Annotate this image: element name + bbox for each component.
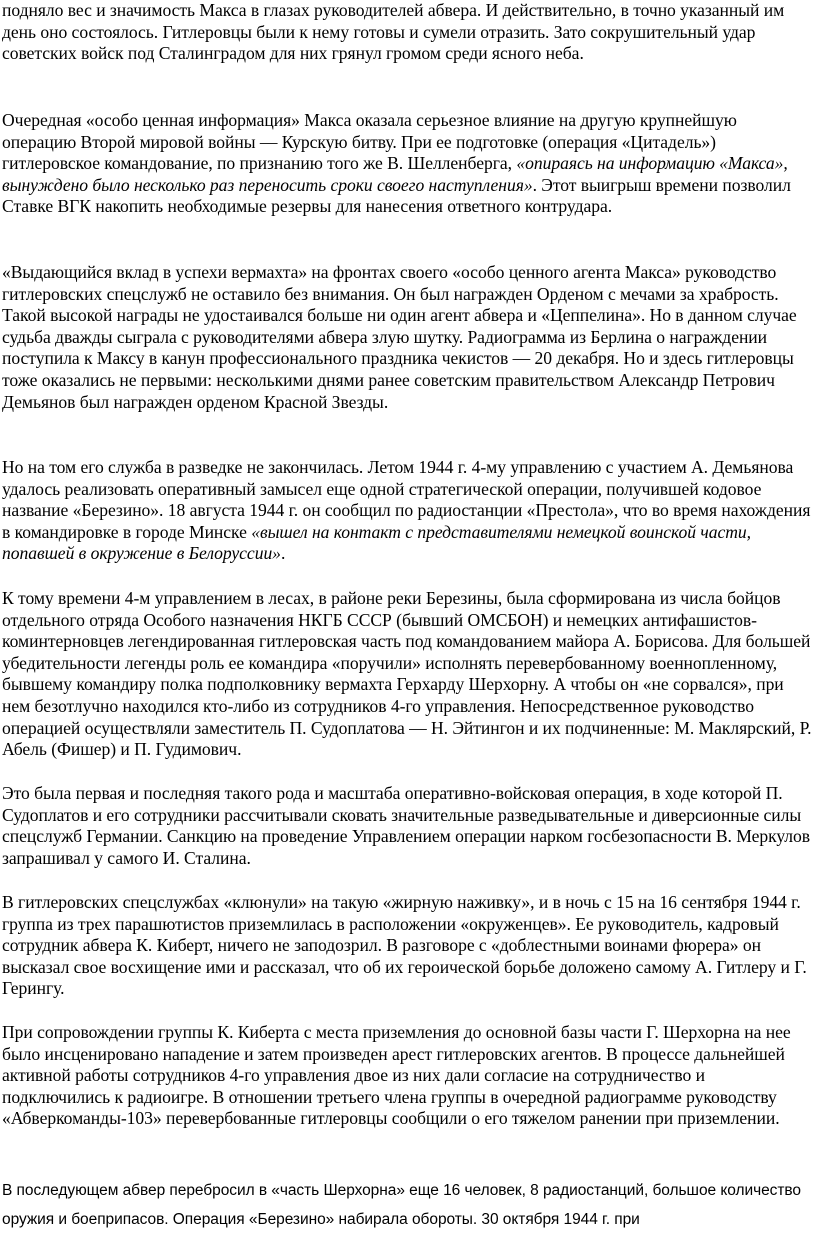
paragraph-6-text: Это была первая и последняя такого рода и масштаба оперативно-войсковая операция, в ходе которой П. Судоплатов и его сотрудники рассчитывали сковать значительные разведывательные и диверсионные силы спецслужб Германии. Санкцию на проведение Управлением операции нарком госбезопасности В. Меркулов запрашивал у самого И. Сталина. (2, 783, 811, 868)
paragraph-2 (2, 110, 814, 218)
paragraph-2-text-end: . Этот выигрыш времени позволил Ставке ВГК накопить необходимые резервы для нанесения ответного контрудара. (2, 174, 791, 217)
paragraph-9 (2, 1176, 814, 1234)
paragraph-4-text-end: . (280, 543, 286, 564)
paragraph-7 (2, 892, 814, 1000)
paragraph-8 (2, 1022, 814, 1130)
paragraph-5-text: К тому времени 4-м управлением в лесах, в районе реки Березины, была сформирована из числа бойцов отдельного отряда Особого назначения НКГБ СССР (бывший ОМСБОН) и немецких антифашистов-коминтерновцев легендированная гитлеровская часть под командованием майора А. Борисова. Для большей убедительности легенды роль ее командира «поручили» исполнять перевербованному военнопленному, бывшему командиру полка подполковнику вермахта Герхарду Шерхорну. А чтобы он «не сорвался», при нем безотлучно находился кто-либо из сотрудников 4-го управления. Непосредственное руководство операцией осуществляли заместитель П. Судоплатова — Н. Эйтингон и их подчиненные: М. Маклярский, Р. Абель (Фишер) и П. Гудимович. (2, 588, 812, 760)
paragraph-1 (2, 0, 814, 65)
paragraph-7-text: В гитлеровских спецслужбах «клюнули» на такую «жирную наживку», и в ночь с 15 на 16 сентября 1944 г. группа из трех парашютистов приземлилась в расположении «окруженцев». Ее руководитель, кадровый сотрудник абвера К. Киберт, ничего не заподозрил. В разговоре с «доблестными воинами фюрера» он высказал свое восхищение ими и рассказал, что об их героической борьбе доложено самому А. Гитлеру и Г. Герингу. (2, 892, 807, 999)
paragraph-3 (2, 262, 814, 413)
paragraph-1-text: подняло вес и значимость Макса в глазах руководителей абвера. И действительно, в точно указанный им день оно состоялось. Гитлеровцы были к нему готовы и сумели отразить. Зато сокрушительный удар советских войск под Сталинградом для них грянул громом среди ясного неба. (2, 0, 785, 64)
paragraph-8-text: При сопровождении группы К. Киберта с места приземления до основной базы части Г. Шерхорна на нее было инсценировано нападение и затем произведен арест гитлеровских агентов. В процессе дальнейшей активной работы сотрудников 4-го управления двое из них дали согласие на сотрудничество и подключились к радиоигре. В отношении третьего члена группы в очередной радиограмме руководству «Абверкоманды-103» перевербованные гитлеровцы сообщили о его тяжелом ранении при приземлении. (2, 1022, 791, 1129)
paragraph-2-text-start: Очередная «особо ценная информация» Макса оказала серьезное влияние на другую крупнейшую операцию Второй мировой войны — Курскую битву. При ее подготовке (операция «Цитадель») гитлеровское командование, по признанию того же В. Шелленберга, (2, 110, 737, 174)
paragraph-5 (2, 588, 814, 761)
paragraph-4-quote: «вышел на контакт с представителями немецкой воинской части, попавшей в окружение в Белоруссии» (2, 521, 751, 564)
paragraph-2-quote: «опираясь на информацию «Макса», вынуждено было несколько раз переносить сроки своего наступления» (2, 153, 788, 195)
paragraph-9-text: В последующем абвер перебросил в «часть Шерхорна» еще 16 человек, 8 радиостанций, большое количество оружия и боеприпасов. Операция «Березино» набирала обороты. 30 октября 1944 г. при (2, 1182, 802, 1228)
paragraph-3-text: «Выдающийся вклад в успехи вермахта» на фронтах своего «особо ценного агента Макса» руководство гитлеровских спецслужб не оставило без внимания. Он был награжден Орденом с мечами за храбрость. Такой высокой награды не удостаивался больше ни один агент абвера и «Цеппелина». Но в данном случае судьба дважды сыграла с руководителями абвера злую шутку. Радиограмма из Берлина о награждении поступила к Максу в канун профессионального праздника чекистов — 20 декабря. Но и здесь гитлеровцы тоже оказались не первыми: несколькими днями ранее советским правительством Александр Петрович Демьянов был награжден орденом Красной Звезды. (2, 262, 797, 412)
paragraph-4-text-start: Но на том его служба в разведке не закончилась. Летом 1944 г. 4-му управлению с участием А. Демьянова удалось реализовать оперативный замысел еще одной стратегической операции, получившей кодовое название «Березино». 18 августа 1944 г. он сообщил по радиостанции «Престола», что во время нахождения в командировке в городе Минске (2, 457, 811, 542)
paragraph-4 (2, 457, 814, 565)
paragraph-6 (2, 783, 814, 869)
